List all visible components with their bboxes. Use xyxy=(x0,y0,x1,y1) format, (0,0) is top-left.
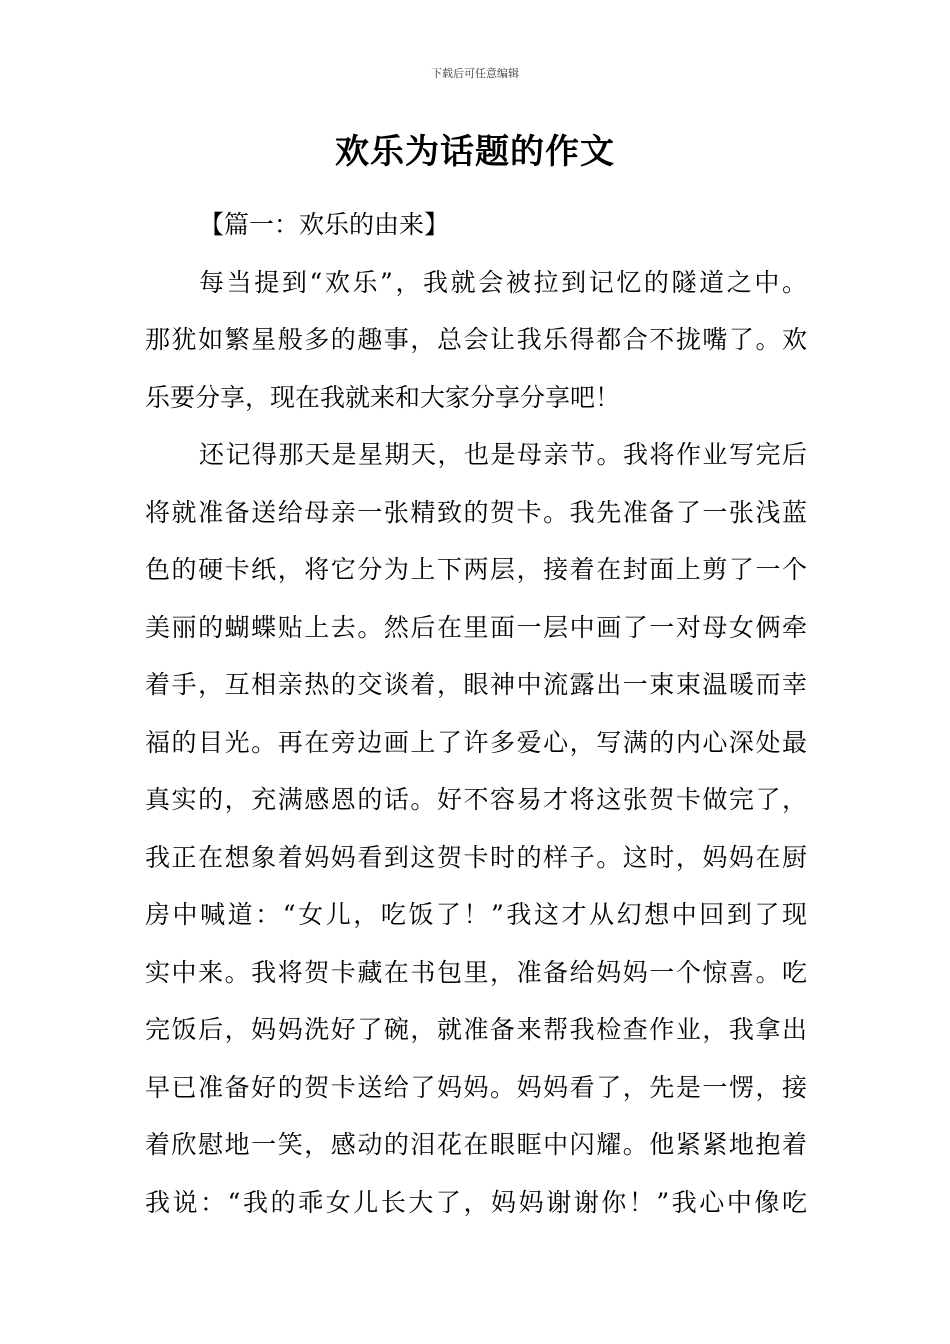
text-line: 那犹如繁星般多的趣事，总会让我乐得都合不拢嘴了。欢 xyxy=(145,325,807,354)
text-line: 实中来。我将贺卡藏在书包里，准备给妈妈一个惊喜。吃 xyxy=(145,957,807,987)
paragraph-1 xyxy=(145,254,807,427)
text-line: 我说：“我的乖女儿长大了，妈妈谢谢你！”我心中像吃 xyxy=(145,1187,807,1217)
document-body xyxy=(145,196,807,1231)
text-line: 乐要分享，现在我就来和大家分享分享吧！ xyxy=(145,382,621,412)
text-line: 福的目光。再在旁边画上了许多爱心，写满的内心深处最 xyxy=(145,727,807,757)
text-line: 着欣慰地一笑，感动的泪花在眼眶中闪耀。他紧紧地抱着 xyxy=(145,1130,807,1159)
text-line: 早已准备好的贺卡送给了妈妈。妈妈看了，先是一愣，接 xyxy=(145,1072,807,1102)
paragraph-2 xyxy=(145,426,807,1231)
text-line: 美丽的蝴蝶贴上去。然后在里面一层中画了一对母女俩牵 xyxy=(145,612,807,642)
text-line: 色的硬卡纸，将它分为上下两层，接着在封面上剪了一个 xyxy=(145,555,807,584)
text-line: 完饭后，妈妈洗好了碗，就准备来帮我检查作业，我拿出 xyxy=(145,1015,807,1044)
text-line: 每当提到“欢乐”，我就会被拉到记忆的隧道之中。 xyxy=(199,267,807,297)
section-heading: 【篇一：欢乐的由来】 xyxy=(199,210,450,239)
text-line: 真实的，充满感恩的话。好不容易才将这张贺卡做完了， xyxy=(145,785,807,814)
text-line: 房中喊道：“女儿，吃饭了！”我这才从幻想中回到了现 xyxy=(145,900,807,929)
document-title: 欢乐为话题的作文 xyxy=(335,132,615,172)
text-line: 着手，互相亲热的交谈着，眼神中流露出一束束温暖而幸 xyxy=(145,670,807,699)
text-line: 将就准备送给母亲一张精致的贺卡。我先准备了一张浅蓝 xyxy=(145,497,807,527)
header-note: 下载后可任意编辑 xyxy=(431,67,519,80)
text-line: 我正在想象着妈妈看到这贺卡时的样子。这时，妈妈在厨 xyxy=(145,842,807,872)
text-line: 还记得那天是星期天，也是母亲节。我将作业写完后 xyxy=(199,440,807,469)
